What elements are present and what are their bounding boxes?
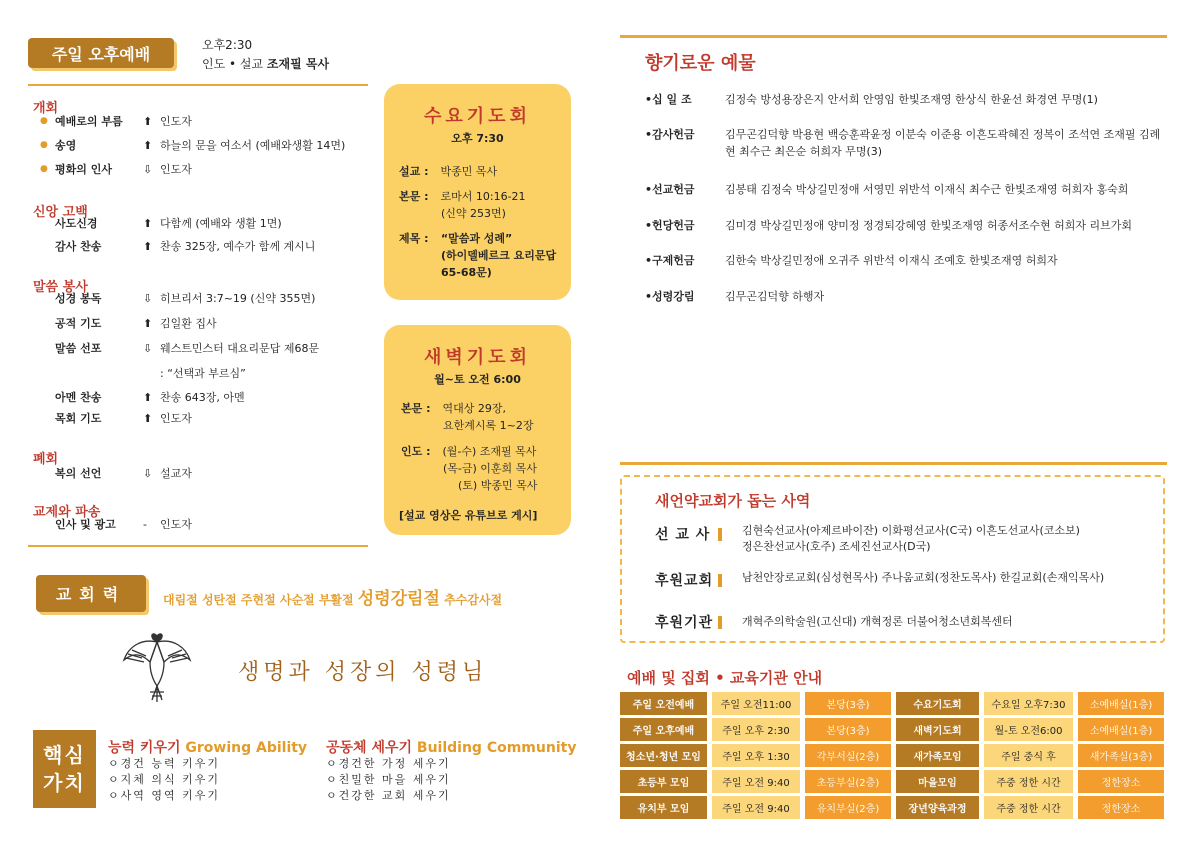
table-cell: 정한장소: [1078, 796, 1164, 819]
dawn-text: 본문 : 역대상 29장,: [401, 402, 506, 415]
offerings-title: 향기로운 예물: [645, 53, 756, 74]
table-cell: 주일 오전11:00: [712, 692, 800, 715]
mission-label: 후원교회: [655, 573, 714, 589]
sunday-afternoon-service-title: 주일 오후예배: [28, 38, 174, 68]
section-title: 개회: [33, 101, 59, 116]
wednesday-topic: 제목 : “말씀과 성례”: [399, 232, 513, 245]
table-cell: 새벽기도회: [896, 718, 979, 741]
wednesday-topic-line2: (하이델베르크 요리문답: [441, 249, 557, 262]
list-item: ㅇ경건 능력 키우기: [108, 757, 221, 770]
table-cell: 수요일 오후7:30: [984, 692, 1073, 715]
service-info: [202, 36, 329, 74]
table-cell: 주일 중식 후: [984, 744, 1073, 767]
service-leader: 인도 • 설교 조재필 목사: [202, 57, 330, 71]
table-cell: 새가족실(3층): [1078, 744, 1164, 767]
list-item: ㅇ사역 영역 키우기: [108, 789, 221, 802]
table-cell: 주일 오전 9:40: [712, 796, 800, 819]
dawn-time: 월~토 오전 6:00: [434, 373, 521, 386]
table-cell: 수요기도회: [896, 692, 979, 715]
table-cell: 주일 오전 9:40: [712, 770, 800, 793]
table-cell: 각부서실(2층): [805, 744, 891, 767]
list-item: ㅇ건강한 교회 세우기: [326, 789, 451, 802]
list-item: ㅇ경건한 가정 세우기: [326, 757, 451, 770]
dawn-leader-line2: (목-금) 이훈희 목사: [443, 462, 537, 475]
table-cell: 주일 오후예배: [620, 718, 707, 741]
dawn-text-line2: 요한계시록 1~2장: [443, 419, 534, 432]
section-title: 신앙 고백: [33, 205, 88, 220]
calendar-theme: 생명과 성장의 성령님: [238, 660, 488, 685]
dawn-note: [설교 영상은 유튜브로 게시]: [399, 509, 538, 522]
wednesday-prayer-box: [384, 84, 571, 300]
dawn-title: 새벽기도회: [424, 347, 531, 368]
church-calendar-title: 교회력: [36, 575, 146, 612]
mission-label: 후원기관: [655, 615, 714, 631]
core-value-growing: 능력 키우기 Growing Ability ㅇ경건 능력 키우기 ㅇ지체 의식 키우기 ㅇ사역 영역 키우기: [108, 740, 308, 802]
table-cell: 주중 정한 시간: [984, 796, 1073, 819]
divider: [718, 528, 722, 541]
list-item: ㅇ친밀한 마을 세우기: [326, 773, 451, 786]
section-title: 교제와 파송: [33, 505, 101, 520]
table-cell: 장년양육과정: [896, 796, 979, 819]
wednesday-title: 수요기도회: [424, 106, 531, 127]
service-time: 오후2:30: [202, 38, 253, 52]
wednesday-text-page: (신약 253면): [441, 207, 506, 220]
table-cell: 청소년·청년 모임: [620, 744, 707, 767]
table-cell: 주일 오후 1:30: [712, 744, 800, 767]
mission-missionaries: 김현숙선교사(아제르바이잔) 이화평선교사(C국) 이흔도선교사(코소보) 정은찬선교사(호주) 조세진선교사(D국): [742, 524, 1080, 553]
mission-title: 새언약교회가 돕는 사역: [655, 492, 811, 510]
divider: [28, 545, 368, 547]
table-cell: 소예배실(1층): [1078, 718, 1164, 741]
table-cell: 초등부 모임: [620, 770, 707, 793]
table-cell: 마을모임: [896, 770, 979, 793]
divider: [718, 616, 722, 629]
wednesday-preacher: 설교 : 박종민 목사: [399, 165, 498, 178]
table-cell: 유치부 모임: [620, 796, 707, 819]
table-cell: 정한장소: [1078, 770, 1164, 793]
wednesday-topic-line3: 65-68문): [441, 266, 492, 279]
table-cell: 주일 오전예배: [620, 692, 707, 715]
table-cell: 초등부실(2층): [805, 770, 891, 793]
table-cell: 본당(3층): [805, 692, 891, 715]
core-title: 공동체 세우기: [326, 740, 413, 756]
list-item: ㅇ지체 의식 키우기: [108, 773, 221, 786]
divider: [620, 462, 1167, 465]
section-title: 폐회: [33, 452, 59, 467]
wednesday-text: 본문 : 로마서 10:16-21: [399, 190, 526, 203]
core-title: 능력 키우기: [108, 740, 181, 756]
core-value-community: 공동체 세우기 Building Community ㅇ경건한 가정 세우기 ㅇ친밀한 마을 세우기 ㅇ건강한 교회 세우기: [326, 740, 577, 802]
divider: [28, 84, 368, 86]
mission-churches: 남천안장로교회(심성현목사) 주나움교회(정찬도목사) 한길교회(손재익목사): [742, 571, 1105, 584]
table-cell: 주일 오후 2:30: [712, 718, 800, 741]
dove-icon: [120, 628, 195, 708]
dawn-leader-line3: (토) 박종민 목사: [458, 479, 538, 492]
section-title: 말씀 봉사: [33, 280, 88, 295]
table-cell: 유치부실(2층): [805, 796, 891, 819]
core-values-label: 핵심 가치: [33, 730, 96, 808]
dawn-leader: 인도 : (월-수) 조재필 목사: [401, 445, 537, 458]
table-cell: 새가족모임: [896, 744, 979, 767]
schedule-title: 예배 및 집회 • 교육기관 안내: [627, 669, 823, 687]
mission-label: 선 교 사: [655, 527, 711, 543]
table-cell: 주중 정한 시간: [984, 770, 1073, 793]
divider: [620, 35, 1167, 38]
wednesday-time: 오후 7:30: [451, 132, 504, 145]
dawn-prayer-box: [384, 325, 571, 535]
divider: [718, 574, 722, 587]
church-calendar-seasons: 대림절 성탄절 주현절 사순절 부활절 성령강림절 추수감사절: [163, 589, 503, 609]
mission-institutions: 개혁주의학술원(고신대) 개혁정론 더불어청소년회복센터: [742, 615, 1013, 628]
table-cell: 본당(3층): [805, 718, 891, 741]
current-season: 성령강림절: [357, 589, 440, 609]
table-cell: 소예배실(1층): [1078, 692, 1164, 715]
table-cell: 월-토 오전6:00: [984, 718, 1073, 741]
